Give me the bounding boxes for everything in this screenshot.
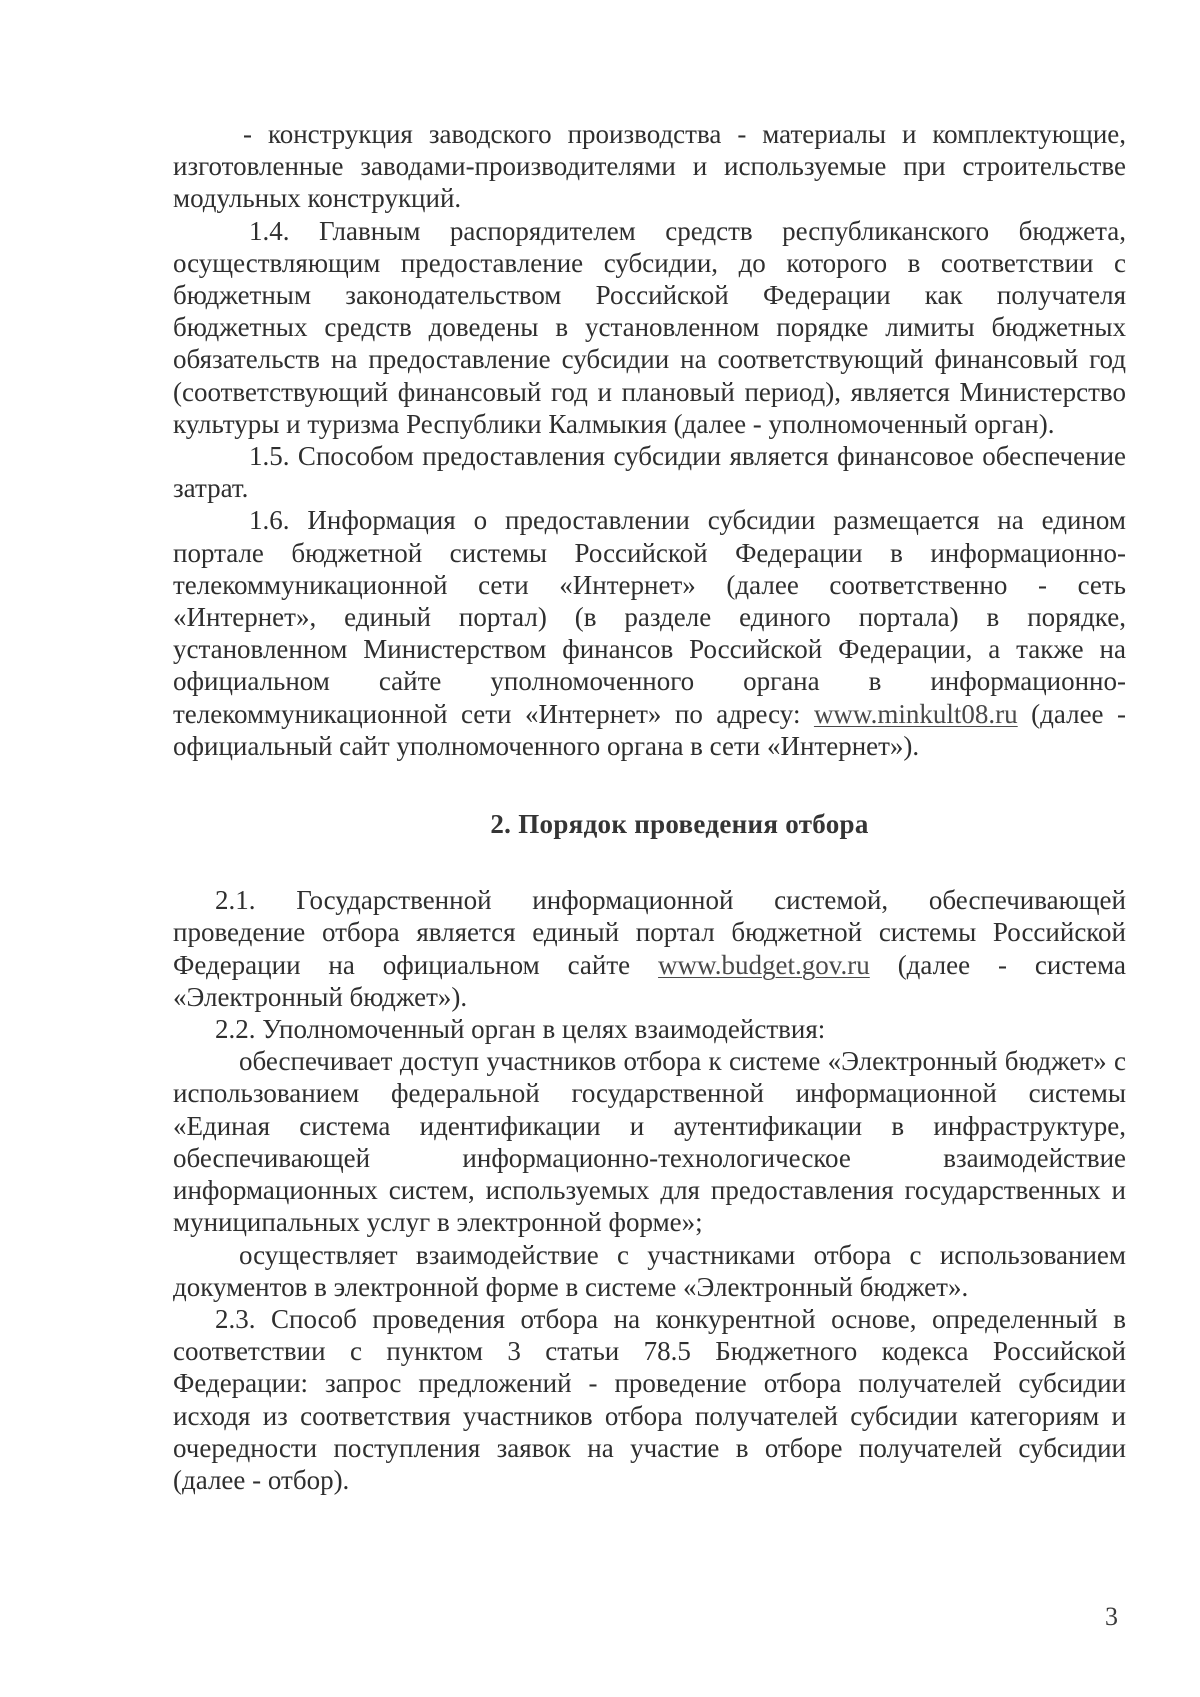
paragraph-1-4: 1.4. Главным распорядителем средств республиканского бюджета, осуществляющим предоставление субсидии, до которого в соответствии с бюджетным законодательством Российской Федерации как получателя бюджетных средств доведены в установленном порядке лимиты бюджетных обязательств на предоставление субсидии на соответствующий финансовый год (соответствующий финансовый год и плановый период), является Министерство культуры и туризма Республики Калмыкия (далее - уполномоченный орган).: [173, 215, 1126, 439]
paragraph-2-2-a: обеспечивает доступ участников отбора к системе «Электронный бюджет» с использованием федеральной государственной информационной системы «Единая система идентификации и аутентификации в инфраструктуре, обеспечивающей информационно-технологическое взаимодействие информационных систем, используемых для предоставления государственных и муниципальных услуг в электронной форме»;: [173, 1046, 1126, 1238]
paragraph-1-3-tail: - конструкция заводского производства - материалы и комплектующие, изготовленные заводами-производителями и используемые при строительстве модульных конструкций.: [173, 119, 1126, 214]
document-page: [173, 118, 1126, 1496]
paragraph-2-1: [173, 884, 1126, 1013]
paragraph-2-2-b: осуществляет взаимодействие с участниками отбора с использованием документов в электронной форме в системе «Электронный бюджет».: [173, 1239, 1126, 1302]
paragraph-1-6: [173, 504, 1126, 762]
minkult-website-link[interactable]: www.minkult08.ru: [813, 698, 1018, 729]
section-2-heading: 2. Порядок проведения отбора: [490, 809, 869, 840]
paragraph-2-1-text-end: (далее - система «Электронный бюджет»).: [173, 949, 1126, 1012]
paragraph-1-6-text-end: (далее - официальный сайт уполномоченного органа в сети «Интернет»).: [173, 698, 1127, 761]
budget-website-link[interactable]: www.budget.gov.ru: [658, 949, 870, 980]
paragraph-1-6-text: 1.6. Информация о предоставлении субсидии размещается на едином портале бюджетной системы Российской Федерации в информационно-телекоммуникационной сети «Интернет» (далее соответственно - сеть «Интернет», единый портал) (в разделе единого портала) в порядке, установленном Министерством финансов Российской Федерации, а также на официальном сайте уполномоченного органа в информационно-телекоммуникационной сети «Интернет» по адресу:: [173, 505, 1126, 729]
paragraph-1-5: 1.5. Способом предоставления субсидии является финансовое обеспечение затрат.: [173, 441, 1126, 504]
paragraph-2-3: 2.3. Способ проведения отбора на конкурентной основе, определенный в соответствии с пунктом 3 статьи 78.5 Бюджетного кодекса Российской Федерации: запрос предложений - проведение отбора получателей субсидии исходя из соответствия участников отбора получателей субсидии категориям и очередности поступления заявок на участие в отборе получателей субсидии (далее - отбор).: [173, 1303, 1126, 1495]
page-number: 3: [1105, 1602, 1118, 1631]
paragraph-2-1-text: 2.1. Государственной информационной системой, обеспечивающей проведение отбора является единый портал бюджетной системы Российской Федерации на официальном сайте: [173, 885, 1126, 980]
paragraph-2-2: 2.2. Уполномоченный орган в целях взаимодействия:: [215, 1014, 826, 1045]
